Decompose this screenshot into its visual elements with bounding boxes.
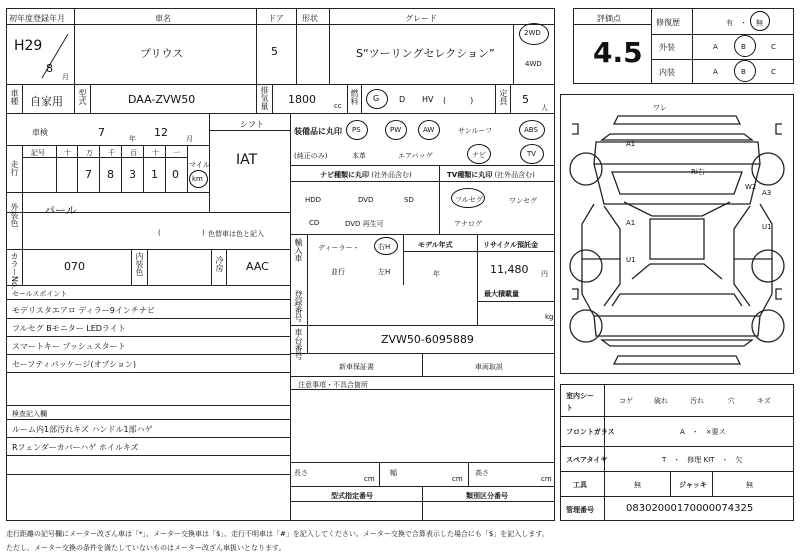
diagram-label-wa: ワレ [653, 104, 667, 112]
control-no-value: 08302000170000074325 [626, 503, 754, 514]
length-label: 長さ [294, 469, 308, 477]
fuel-hv: HV [422, 95, 434, 104]
import-label: 輸入車 [294, 238, 303, 262]
model-value: DAA-ZVW50 [128, 93, 196, 106]
control-no-label: 管理番号 [566, 506, 594, 514]
inspection-month-unit: 月 [186, 135, 193, 143]
usage-type-label: 車種 [10, 89, 19, 105]
capacity-value: 5 [522, 93, 529, 106]
width-label: 幅 [390, 469, 397, 477]
tv-fullseg: フルセグ [455, 196, 483, 204]
usage-value: 自家用 [30, 95, 63, 108]
import-left: 左H [378, 268, 391, 276]
seat-option-2: 破れ [654, 397, 668, 405]
mileage-col-1: 十 [64, 149, 71, 157]
door-label: ドア [268, 14, 284, 23]
equip-leather: 本革 [352, 152, 366, 160]
height-label: 高さ [475, 469, 489, 477]
inspection-label: 車検 [32, 128, 48, 137]
warranty-label: 新車保証書 [339, 363, 374, 371]
notes-label: 注意事項・不具合箇所 [298, 381, 368, 389]
interior-grade-b: B [741, 68, 746, 76]
model-year-unit: 年 [433, 270, 440, 278]
windshield-value: A ・ ×要ス [680, 428, 726, 436]
manual-label: 車両取説 [475, 363, 503, 371]
displacement-label: 排気量 [260, 86, 269, 110]
first-reg-month: 8 [46, 62, 53, 75]
ac-label: 冷房 [215, 256, 224, 272]
color-change-note: 色替車は色と記入 [208, 230, 264, 238]
door-value: 5 [271, 45, 278, 58]
mileage-label: 走行 [10, 160, 19, 176]
mile-label: マイル [189, 161, 210, 169]
diagram-label-u1-right: U1 [762, 223, 772, 231]
interior-color-label: 内装色 [135, 252, 144, 276]
mileage-col-3: 千 [108, 149, 115, 157]
chassis-no-value: ZVW50-6095889 [381, 333, 474, 346]
recycle-value: 11,480 [490, 263, 529, 276]
sales-point-3: スマートキー プッシュスタート [12, 342, 126, 351]
seat-option-4: 穴 [728, 397, 735, 405]
mileage-col-6: 一 [173, 149, 180, 157]
type-designation-label: 型式指定番号 [331, 492, 373, 500]
car-name-label: 車名 [155, 14, 171, 23]
color-paren: ( [158, 229, 161, 237]
equip-sunroof: サンルーフ [458, 127, 493, 135]
tv-oneseg: ワンセグ [509, 197, 537, 205]
windshield-label: フロントガラス [566, 428, 615, 436]
inspector-note-2: Rフェンダーカバーハゲ ホイルキズ [12, 443, 139, 452]
first-reg-label: 初年度登録年月 [9, 14, 65, 23]
inspector-label: 検査記入欄 [12, 410, 47, 418]
length-unit: cm [364, 475, 375, 483]
import-right: 右H [378, 243, 391, 251]
equip-aw: AW [423, 126, 435, 134]
mileage-col-4: 百 [130, 149, 137, 157]
max-load-label: 最大積載量 [484, 290, 519, 298]
shift-value: IAT [236, 152, 258, 168]
diagram-label-u1-left: U1 [626, 256, 636, 264]
exterior-label: 外装 [659, 43, 675, 52]
color-no-label: カラーNo. [10, 252, 19, 290]
fuel-label: 燃料 [350, 89, 359, 105]
mileage-digit-1: 7 [85, 168, 92, 181]
exterior-grade-c: C [771, 43, 776, 51]
car-diagram-drawing [560, 94, 794, 374]
capacity-label: 定員 [499, 89, 508, 105]
fuel-other: ( ) [443, 96, 474, 105]
chassis-no-label: 車台番号 [294, 328, 303, 360]
repair-label: 修復歴 [656, 18, 680, 27]
sales-point-2: フルセグ Bモニター LEDライト [12, 324, 126, 333]
mileage-digit-3: 3 [129, 168, 136, 181]
footnote-2: ただし、メーター交換の条件を満たしていないものはメーター改ざん車扱いとなります。 [6, 544, 286, 552]
mileage-col-2: 万 [86, 149, 93, 157]
nav-cd: CD [309, 219, 320, 227]
diagram-label-a3: A3 [762, 189, 772, 197]
fuel-g: G [373, 94, 380, 103]
footnote-1: 走行距離の記号欄にメーター改ざん車は「*」、メーター交換車は「$」、走行不明車は「#」を記入してください。メーター交換で合算表示した場合にも「$」を記入します。 [6, 530, 549, 538]
equipment-label: 装備品に丸印 [294, 127, 342, 136]
tv-analog: アナログ [454, 220, 482, 228]
score-value: 4.5 [593, 36, 643, 69]
km-label: km [192, 175, 203, 183]
repair-no: 無 [756, 19, 763, 27]
exterior-grade-b: B [741, 43, 746, 51]
seat-option-1: コゲ [619, 397, 633, 405]
inspection-year: 7 [98, 126, 105, 139]
nav-hdd: HDD [305, 196, 322, 204]
nav-title: ナビ種類に丸印 (社外品含む) [320, 171, 412, 179]
tv-title: TV種類に丸印 (社外品含む) [447, 171, 535, 179]
diagram-label-hi-right: Ri右 [691, 168, 705, 176]
reg-no-label: 登録番号 [294, 290, 303, 322]
equip-pw: PW [390, 126, 402, 134]
equip-airbag: エアバッグ [398, 152, 433, 160]
model-year-label: モデル年式 [418, 241, 453, 249]
exterior-grade-a: A [713, 43, 718, 51]
sales-point-label: セールスポイント [12, 290, 68, 298]
repair-sep: ・ [740, 19, 747, 27]
month-unit: 月 [62, 73, 69, 81]
exterior-color-value: パール [44, 204, 77, 217]
interior-grade-c: C [771, 68, 776, 76]
exterior-color-label: 外装色 [10, 203, 19, 227]
score-label: 評価点 [597, 14, 621, 23]
equipment-note: (純正のみ) [294, 152, 328, 160]
recycle-label: リサイクル預託金 [483, 241, 539, 249]
equip-ps: PS [352, 126, 361, 134]
inspection-year-unit: 年 [129, 135, 136, 143]
color-paren-close: ) [202, 229, 205, 237]
cc-unit: cc [334, 102, 342, 110]
people-unit: 人 [541, 104, 548, 112]
mileage-col-mark: 記号 [31, 149, 45, 157]
yen-unit: 円 [541, 270, 548, 278]
car-name-value: プリウス [140, 47, 184, 60]
equip-abs: ABS [524, 126, 538, 134]
color-no-value: 070 [64, 260, 85, 273]
diagram-label-a1-left-2: A1 [626, 219, 636, 227]
import-dealer: ディーラー・ [318, 244, 360, 252]
mileage-digit-4: 1 [151, 168, 158, 181]
equip-tv: TV [527, 150, 537, 158]
mileage-digit-2: 8 [107, 168, 114, 181]
tools-label: 工具 [573, 481, 587, 489]
drive-4wd: 4WD [525, 60, 542, 68]
fuel-d: D [399, 95, 406, 104]
diagram-label-w2: W2 [745, 183, 757, 191]
drive-2wd: 2WD [524, 29, 541, 37]
kg-unit: kg [545, 313, 554, 321]
inspector-note-1: ルーム内1部汚れキズ ハンドル1部ハゲ [12, 425, 153, 434]
interior-label: 内装 [659, 68, 675, 77]
import-parallel: 並行 [331, 268, 345, 276]
interior-grade-a: A [713, 68, 718, 76]
repair-yes: 有 [726, 19, 733, 27]
grade-label: グレード [405, 14, 437, 23]
grade-value: S“ツーリングセレクション” [356, 47, 495, 60]
inspection-month: 12 [154, 126, 168, 139]
shift-label: シフト [240, 120, 264, 129]
tools-value: 無 [634, 481, 641, 489]
jack-value: 無 [746, 481, 753, 489]
model-label: 型式 [78, 89, 87, 105]
seat-option-5: キズ [757, 397, 771, 405]
nav-sd: SD [404, 196, 414, 204]
category-no-label: 類別区分番号 [466, 492, 508, 500]
displacement-value: 1800 [288, 93, 316, 106]
mileage-digit-5: 0 [172, 168, 179, 181]
height-unit: cm [541, 475, 552, 483]
sales-point-1: モデリスタエアロ ディラー9インチナビ [12, 306, 155, 315]
nav-dvd: DVD [358, 196, 374, 204]
mileage-col-5: 十 [152, 149, 159, 157]
nav-dvd-play: DVD 再生可 [345, 220, 384, 228]
diagram-label-a1-left: A1 [626, 140, 636, 148]
width-unit: cm [452, 475, 463, 483]
interior-seat-label: 室内シート [566, 392, 594, 412]
ac-value: AAC [246, 260, 269, 273]
spare-tire-value: T ・ 修理 KIT ・ 欠 [662, 456, 743, 464]
equip-navi: ナビ [472, 151, 486, 159]
shape-label: 形状 [302, 14, 318, 23]
spare-tire-label: スペアタイヤ [566, 456, 608, 464]
seat-option-3: 汚れ [690, 397, 704, 405]
sales-point-4: セーフティパッケージ(オプション) [12, 360, 137, 369]
jack-label: ジャッキ [679, 481, 707, 489]
first-reg-year: H29 [14, 38, 43, 54]
